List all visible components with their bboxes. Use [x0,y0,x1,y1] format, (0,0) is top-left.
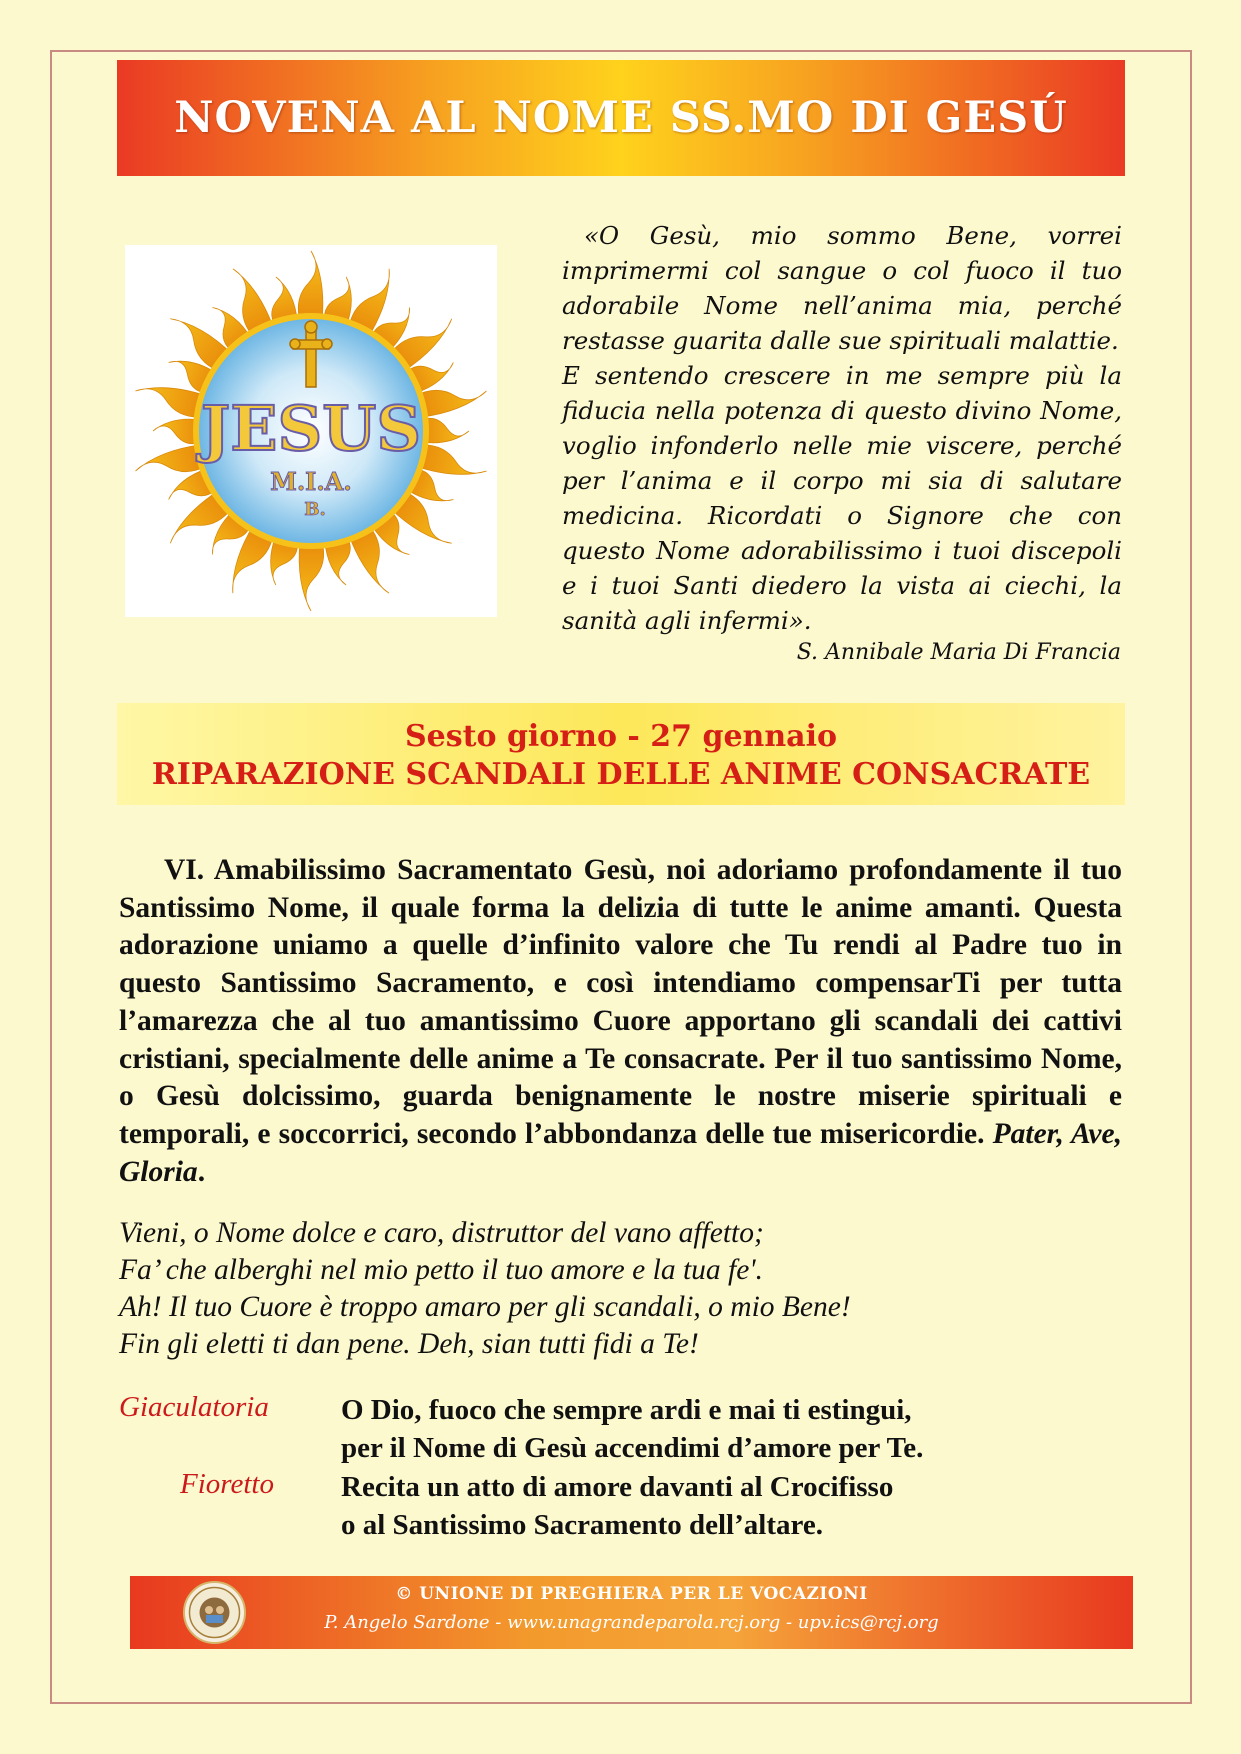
fioretto-line-1: Recita un atto di amore davanti al Crocifisso [341,1471,894,1503]
footer-contacts: P. Angelo Sardone - www.unagrandeparola.rcj.org - upv.ics@rcj.org [324,1612,939,1633]
giaculatoria-text [341,1391,923,1467]
footer-banner [130,1576,1133,1649]
day-theme: RIPARAZIONE SCANDALI DELLE ANIME CONSACRATE [151,757,1091,792]
quote-author: S. Annibale Maria Di Francia [796,640,1121,665]
title-banner [117,60,1125,176]
fioretto-text [341,1468,893,1544]
hymn-line: Vieni, o Nome dolce e caro, distruttor del vano affetto; [119,1217,764,1249]
emblem-initials: M.I.A. [270,467,352,496]
hymn-line: Ah! Il tuo Cuore è troppo amaro per gli scandali, o mio Bene! [119,1291,851,1323]
hymn-line: Fa’ che alberghi nel mio petto il tuo amore e la tua fe'. [119,1254,763,1286]
jesus-emblem-image [125,245,497,617]
page-title: NOVENA AL NOME SS.MO DI GESÚ [174,93,1068,143]
hymn-line: Fin gli eletti ti dan pene. Deh, sian tutti fidi a Te! [119,1328,699,1360]
hymn-stanza [119,1215,1122,1363]
giaculatoria-line-2: per il Nome di Gesù accendimi d’amore per Te. [341,1432,924,1464]
founder-quote [562,218,1122,638]
quote-paragraph-1: «O Gesù, mio sommo Bene, vorrei imprimermi col sangue o col fuoco il tuo adorabile Nome nell’anima mia, perché restasse guarita dalle sue spirituali malattie. [562,221,1122,355]
emblem-letter: B. [304,499,326,520]
quote-paragraph-2: E sentendo crescere in me sempre più la fiducia nella potenza di questo divino Nome, voglio infonderlo nelle mie viscere, perché per l’anima e il corpo mi sia di salutare medicina. Ricordati o Signore che con questo Nome adorabilissimo i tuoi discepoli e i tuoi Santi diedero la vista ai ciechi, la sanità agli infermi». [562,361,1122,635]
footer-copyright: © UNIONE DI PREGHIERA PER LE VOCAZIONI [395,1584,868,1604]
day-banner [117,703,1125,805]
day-heading: Sesto giorno - 27 gennaio [404,719,838,754]
emblem-monogram: JESUS [200,392,422,465]
giaculatoria-line-1: O Dio, fuoco che sempre ardi e mai ti estingui, [341,1394,912,1426]
prayer-body: VI. Amabilissimo Sacramentato Gesù, noi adoriamo profondamente il tuo Santissimo Nome, il quale forma la delizia di tutte le anime amanti. Questa adorazione uniamo a quelle d’infinito valore che Tu rendi al Padre tuo in questo Santissimo Sacramento, e così intendiamo compensarTi per tutta l’amarezza che al tuo amantissimo Cuore apportano gli scandali dei cattivi cristiani, specialmente delle anime a Te consacrate. Per il tuo santissimo Nome, o Gesù dolcissimo, guarda benignamente le nostre miserie spirituali e temporali, e soccorrici, secondo l’abbondanza delle tue misericordie. [119,854,1122,1150]
sun-rays-icon [125,245,497,617]
giaculatoria-label: Giaculatoria [119,1391,269,1423]
prayer-closing: Pater, Ave, Gloria [119,1117,1122,1188]
fioretto-label: Fioretto [180,1468,274,1500]
prayer-text [119,852,1122,1191]
fioretto-line-2: o al Santissimo Sacramento dell’altare. [341,1509,823,1541]
prayer-period: . [197,1155,206,1188]
